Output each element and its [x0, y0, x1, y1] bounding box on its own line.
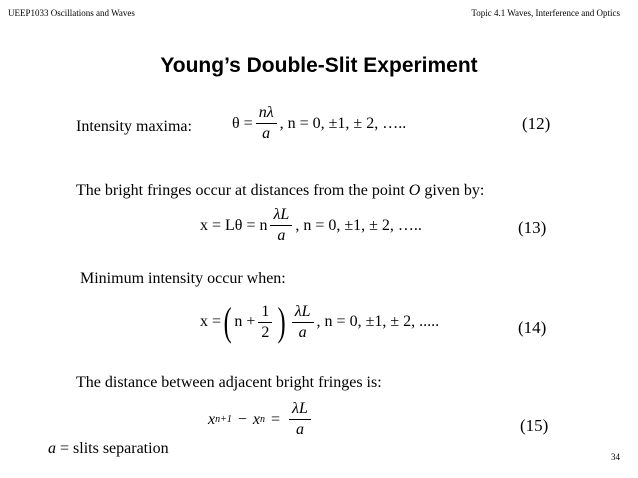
eq15-numerator: λL [289, 400, 311, 420]
eq13-numerator: λL [270, 206, 292, 226]
eq15-denominator: a [295, 421, 304, 438]
eq15-x1: x [208, 410, 216, 428]
left-paren: ( [223, 299, 232, 344]
separation-text: = slits separation [60, 440, 169, 457]
eq14-lhs: x = [200, 313, 222, 330]
eq15-sub2: n [260, 414, 265, 425]
eq14-inner: n + [234, 313, 256, 330]
eq15-fraction [289, 400, 311, 439]
separation-note [48, 440, 169, 458]
eq14-half [258, 303, 272, 342]
eq15-sub1: n+1 [215, 414, 232, 425]
equation-15 [208, 400, 314, 439]
point-o: O [408, 182, 421, 199]
eq15-minus: − [237, 410, 247, 428]
right-paren: ) [278, 299, 287, 344]
bright-fringes-lead: The bright fringes occur at distances from the point [76, 182, 405, 199]
eq12-fraction [256, 104, 277, 143]
maxima-label: Intensity maxima: [76, 118, 192, 135]
slide-title: Young’s Double-Slit Experiment [160, 54, 478, 77]
header-course: UEEP1033 Oscillations and Waves [8, 8, 135, 18]
eq13-denominator: a [277, 227, 286, 244]
eq12-tail: , n = 0, ±1, ± 2, ….. [279, 114, 407, 132]
eq15-equals: = [271, 410, 281, 428]
equation-12 [232, 104, 406, 143]
eq13-number: (13) [518, 218, 547, 237]
adjacent-text: The distance between adjacent bright fringes is: [76, 374, 382, 391]
eq14-fraction [292, 303, 314, 342]
page-number: 34 [611, 452, 620, 462]
eq14-number: (14) [518, 318, 547, 337]
separation-var: a [48, 440, 56, 457]
eq12-number: (12) [522, 114, 551, 133]
bright-fringes-tail: given by: [424, 182, 485, 199]
eq15-x2: x [252, 410, 260, 428]
eq14-half-den: 2 [261, 323, 270, 341]
minimum-text: Minimum intensity occur when: [80, 270, 286, 287]
eq14-denominator: a [298, 323, 307, 341]
eq12-numerator: nλ [256, 104, 277, 124]
eq12-lhs: θ = [232, 114, 253, 132]
equation-13 [200, 206, 422, 245]
eq14-tail: , n = 0, ±1, ± 2, ..... [316, 313, 440, 330]
bright-fringes-text [76, 182, 484, 200]
eq12-denominator: a [262, 125, 271, 142]
eq13-tail: , n = 0, ±1, ± 2, ….. [295, 216, 422, 234]
header-topic: Topic 4.1 Waves, Interference and Optics [471, 8, 620, 18]
eq13-fraction [270, 206, 292, 245]
eq15-number: (15) [520, 416, 549, 435]
equation-14 [200, 299, 440, 344]
eq13-lhs: x = Lθ = n [200, 216, 268, 234]
eq14-half-num: 1 [258, 303, 272, 323]
eq14-numerator: λL [292, 303, 314, 323]
